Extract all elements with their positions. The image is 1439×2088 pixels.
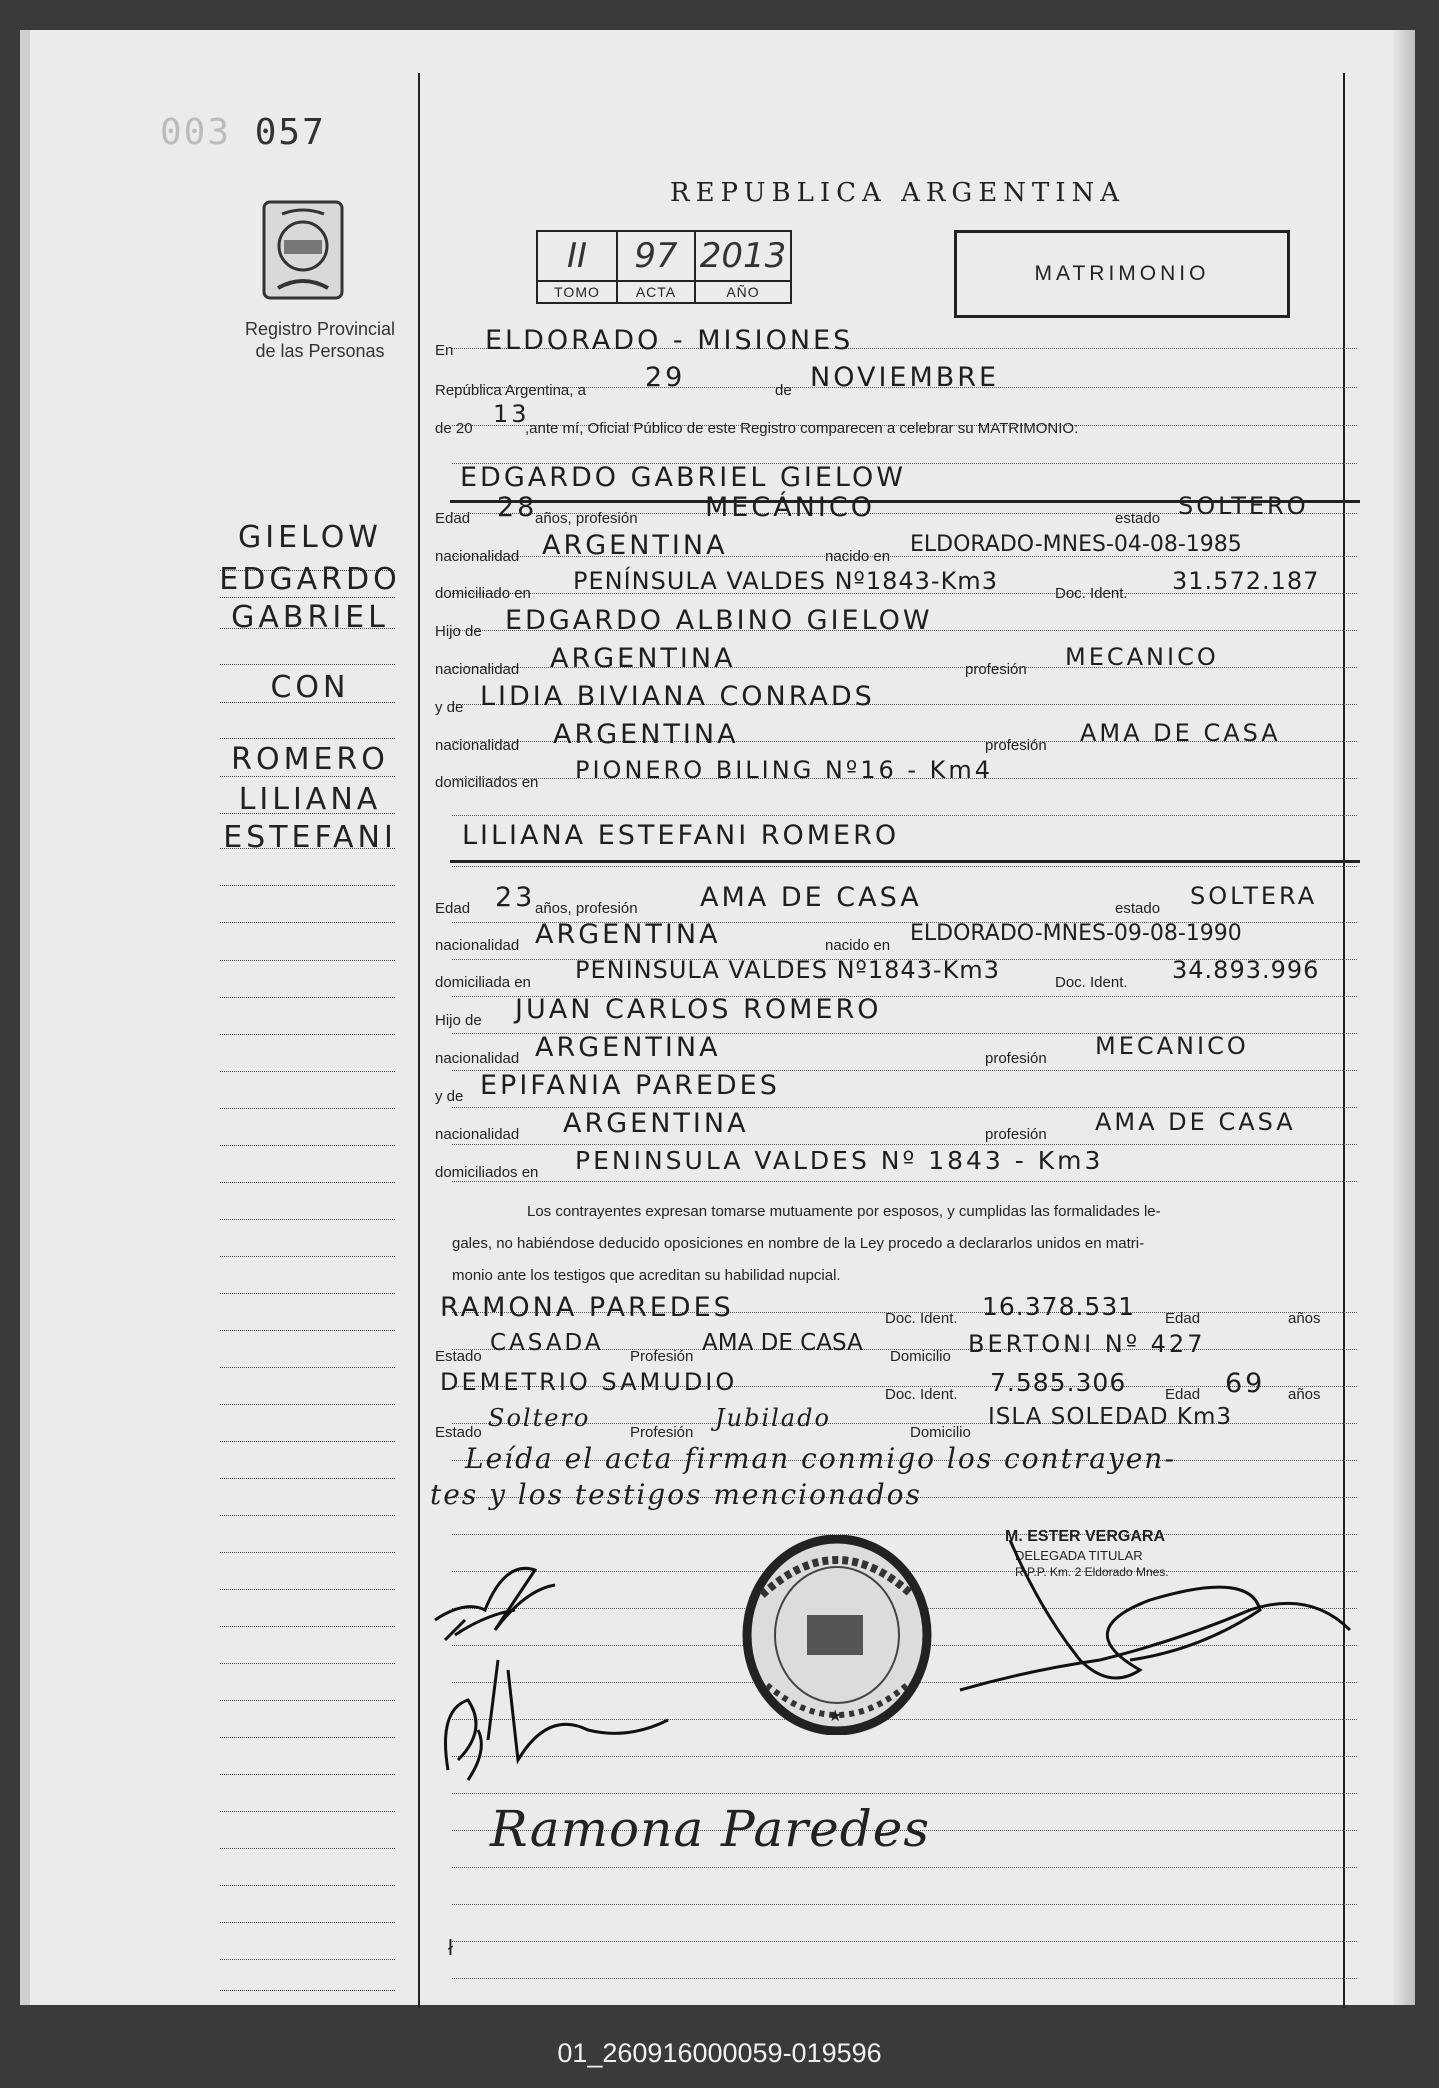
bride-mother-profession: AMA DE CASA [1095, 1108, 1296, 1136]
profesion-label: Profesión [630, 1424, 694, 1441]
official-round-stamp [742, 1535, 932, 1735]
bride-mother-nationality: ARGENTINA [563, 1108, 749, 1139]
ano-value: 2013 [695, 231, 791, 281]
doc-ident-label: Doc. Ident. [1055, 585, 1128, 602]
margin-name-groom-1: EDGARDO [219, 562, 401, 597]
edad-label: Edad [435, 900, 471, 917]
nacionalidad-label: nacionalidad [435, 661, 520, 678]
estado-label: estado [1115, 510, 1161, 527]
groom-father: EDGARDO ALBINO GIELOW [505, 605, 933, 636]
y-de-label: y de [435, 1088, 464, 1105]
margin-rule [220, 1071, 395, 1072]
edad-label: Edad [1165, 1310, 1201, 1327]
groom-father-profession: MECANICO [1065, 643, 1219, 671]
place-value: ELDORADO - MISIONES [485, 325, 854, 356]
witness1-address: BERTONI Nº 427 [968, 1330, 1206, 1358]
right-border [1343, 73, 1345, 2008]
witness1-signature: Ramona Paredes [490, 1800, 930, 1858]
provincial-seal-icon [260, 198, 346, 302]
margin-rule [220, 1589, 395, 1590]
margin-con: CON [270, 670, 350, 705]
groom-parents-address: PIONERO BILING Nº16 - Km4 [575, 756, 994, 784]
margin-rule [220, 1256, 395, 1257]
margin-rule [220, 1959, 395, 1960]
blank-mark: ł [448, 1935, 453, 1960]
domiciliados-label: domiciliados en [435, 774, 539, 791]
margin-rule [220, 1626, 395, 1627]
country-title: REPUBLICA ARGENTINA [670, 178, 1126, 208]
statement-paragraph: Los contrayentes expresan tomarse mutuamente por esposos, y cumplidas las formalidades le- gales, no habiéndose deducido oposiciones en nombre de la Ley procedo a declararlos unidos en matri- monio ante los testigos que acreditan su habilidad nupcial. [452, 1203, 1161, 1284]
form-rule [452, 1793, 1357, 1794]
nacido-en-label: nacido en [825, 548, 891, 565]
witness1-name: RAMONA PAREDES [440, 1292, 734, 1323]
estado-label: estado [1115, 900, 1161, 917]
margin-rule [220, 1219, 395, 1220]
form-rule [452, 1941, 1357, 1942]
form-rule [452, 1904, 1357, 1905]
en-label: En [435, 342, 454, 359]
form-rule [452, 1867, 1357, 1868]
bride-status: SOLTERA [1190, 882, 1318, 910]
margin-rule [220, 1108, 395, 1109]
groom-address: PENÍNSULA VALDES Nº1843-Km3 [573, 567, 998, 595]
margin-rule [220, 1330, 395, 1331]
margin-rule [220, 922, 395, 923]
nacionalidad-label: nacionalidad [435, 1126, 520, 1143]
profesion-label: profesión [985, 737, 1047, 754]
groom-father-nationality: ARGENTINA [550, 643, 736, 674]
bride-profession: AMA DE CASA [700, 882, 922, 913]
nacionalidad-label: nacionalidad [435, 737, 520, 754]
witness1-doc: 16.378.531 [982, 1292, 1136, 1321]
margin-rule [220, 1367, 395, 1368]
document-code: 01_260916000059-019596 [557, 2038, 882, 2068]
form-rule [452, 1978, 1357, 1979]
profesion-label: Profesión [630, 1348, 694, 1365]
registry-label: Registro Provincial de las Personas [244, 319, 396, 361]
margin-rule [220, 1663, 395, 1664]
record-number-table [536, 230, 792, 304]
anos-label: años [1288, 1386, 1321, 1403]
edad-label: Edad [435, 510, 471, 527]
margin-name-groom-2: GABRIEL [231, 600, 389, 635]
domiciliado-label: domiciliado en [435, 585, 531, 602]
margin-rule [220, 1990, 395, 1991]
margin-rule [220, 1700, 395, 1701]
acta-value: 97 [617, 231, 695, 281]
groom-birth: ELDORADO-MNES-04-08-1985 [910, 532, 1242, 557]
register-page [20, 30, 1415, 2005]
profesion-label: profesión [985, 1126, 1047, 1143]
margin-rule [220, 1885, 395, 1886]
nacionalidad-label: nacionalidad [435, 937, 520, 954]
witness2-address: ISLA SOLEDAD Km3 [988, 1404, 1233, 1430]
margin-name-bride-1: LILIANA [238, 782, 382, 817]
estado-label: Estado [435, 1348, 482, 1365]
bride-separator [450, 860, 1360, 863]
nacionalidad-label: nacionalidad [435, 1050, 520, 1067]
bride-father-profession: MECANICO [1095, 1032, 1249, 1060]
witness1-status: CASADA [490, 1330, 604, 1356]
hijo-de-label: Hijo de [435, 623, 482, 640]
margin-rule [220, 1515, 395, 1516]
margin-rule [220, 960, 395, 961]
bride-nationality: ARGENTINA [535, 919, 721, 950]
record-type-box: MATRIMONIO [954, 230, 1290, 318]
profesion-label: profesión [965, 661, 1027, 678]
margin-surname-groom: GIELOW [238, 520, 382, 555]
svg-text:★: ★ [828, 1708, 843, 1725]
bride-mother: EPIFANIA PAREDES [480, 1070, 780, 1101]
margin-rule [220, 1441, 395, 1442]
anos-profesion-label: años, profesión [535, 510, 638, 527]
doc-ident-label: Doc. Ident. [885, 1386, 958, 1403]
bride-address: PENINSULA VALDES Nº1843-Km3 [575, 956, 1000, 984]
nacionalidad-label: nacionalidad [435, 548, 520, 565]
witness2-profession: Jubilado [715, 1404, 831, 1432]
margin-rule [220, 738, 395, 739]
bride-father-nationality: ARGENTINA [535, 1032, 721, 1063]
official-name: M. ESTER VERGARA [1005, 1528, 1166, 1545]
form-rule [452, 815, 1357, 816]
groom-mother-profession: AMA DE CASA [1080, 719, 1281, 747]
bride-signature [428, 1650, 688, 1790]
republica-label: República Argentina, a [435, 382, 586, 399]
groom-profession: MECÁNICO [705, 492, 875, 523]
witness2-age: 69 [1225, 1368, 1266, 1399]
margin-divider [418, 73, 420, 2008]
margin-rule [220, 1737, 395, 1738]
witness1-profession: AMA DE CASA [702, 1330, 863, 1356]
month-value: NOVIEMBRE [810, 362, 1000, 393]
y-de-label: y de [435, 699, 464, 716]
bride-parents-address: PENINSULA VALDES Nº 1843 - Km3 [575, 1146, 1104, 1175]
domicilio-label: Domicilio [910, 1424, 971, 1441]
tomo-value: II [537, 231, 617, 281]
groom-age: 28 [497, 492, 538, 523]
witness2-status: Soltero [488, 1404, 591, 1432]
groom-status: SOLTERO [1178, 492, 1309, 520]
official-signature [950, 1510, 1370, 1710]
bride-doc: 34.893.996 [1172, 956, 1320, 984]
bride-father: JUAN CARLOS ROMERO [515, 994, 882, 1025]
year-suffix: 13 [493, 400, 530, 428]
acta-label: ACTA [617, 281, 695, 303]
ano-label: AÑO [695, 281, 791, 303]
groom-mother: LIDIA BIVIANA CONRADS [480, 681, 875, 712]
margin-rule [220, 1478, 395, 1479]
day-value: 29 [645, 362, 686, 393]
margin-name-bride-2: ESTEFANI [223, 820, 397, 855]
bride-name: LILIANA ESTEFANI ROMERO [462, 820, 900, 851]
margin-rule [220, 1552, 395, 1553]
closing-line-2: tes y los testigos mencionados [430, 1478, 922, 1511]
closing-line-1: Leída el acta firman conmigo los contrayen- [465, 1442, 1176, 1475]
margin-rule [220, 597, 395, 598]
intro-text: ,ante mí, Oficial Público de este Registro comparecen a celebrar su MATRIMONIO: [525, 420, 1079, 437]
estado-label: Estado [435, 1424, 482, 1441]
page-number: 003 057 [160, 112, 326, 153]
margin-surname-bride: ROMERO [231, 742, 389, 777]
anos-label: años [1288, 1310, 1321, 1327]
margin-rule [220, 1182, 395, 1183]
edad-label: Edad [1165, 1386, 1201, 1403]
bride-age: 23 [495, 882, 536, 913]
form-rule [452, 1181, 1357, 1182]
tomo-label: TOMO [537, 281, 617, 303]
bride-birth: ELDORADO-MNES-09-08-1990 [910, 921, 1242, 946]
official-office: R.P.P. Km. 2 Eldorado Mnes. [1015, 1565, 1169, 1579]
official-title: DELEGADA TITULAR [1015, 1548, 1143, 1563]
witness2-name: DEMETRIO SAMUDIO [440, 1368, 738, 1396]
margin-rule [220, 1145, 395, 1146]
domiciliados-label: domiciliados en [435, 1164, 539, 1181]
domiciliada-label: domiciliada en [435, 974, 531, 991]
witness2-doc: 7.585.306 [990, 1368, 1127, 1397]
groom-nationality: ARGENTINA [542, 530, 728, 561]
anos-profesion-label: años, profesión [535, 900, 638, 917]
form-rule [452, 866, 1357, 867]
de20-label: de 20 [435, 420, 473, 437]
margin-rule [220, 1811, 395, 1812]
domicilio-label: Domicilio [890, 1348, 951, 1365]
form-rule [452, 1144, 1357, 1145]
doc-ident-label: Doc. Ident. [885, 1310, 958, 1327]
margin-rule [220, 1034, 395, 1035]
profesion-label: profesión [985, 1050, 1047, 1067]
doc-ident-label: Doc. Ident. [1055, 974, 1128, 991]
margin-rule [220, 1922, 395, 1923]
groom-name: EDGARDO GABRIEL GIELOW [460, 462, 906, 493]
margin-rule [220, 1774, 395, 1775]
margin-rule [220, 885, 395, 886]
margin-rule [220, 664, 395, 665]
margin-rule [220, 1848, 395, 1849]
de-label: de [775, 382, 792, 399]
groom-mother-nationality: ARGENTINA [553, 719, 739, 750]
page-edge [1393, 30, 1415, 2005]
hijo-de-label: Hijo de [435, 1012, 482, 1029]
groom-doc: 31.572.187 [1172, 567, 1320, 595]
nacido-en-label: nacido en [825, 937, 891, 954]
margin-rule [220, 997, 395, 998]
margin-rule [220, 1404, 395, 1405]
groom-signature [425, 1540, 575, 1660]
margin-rule [220, 1293, 395, 1294]
